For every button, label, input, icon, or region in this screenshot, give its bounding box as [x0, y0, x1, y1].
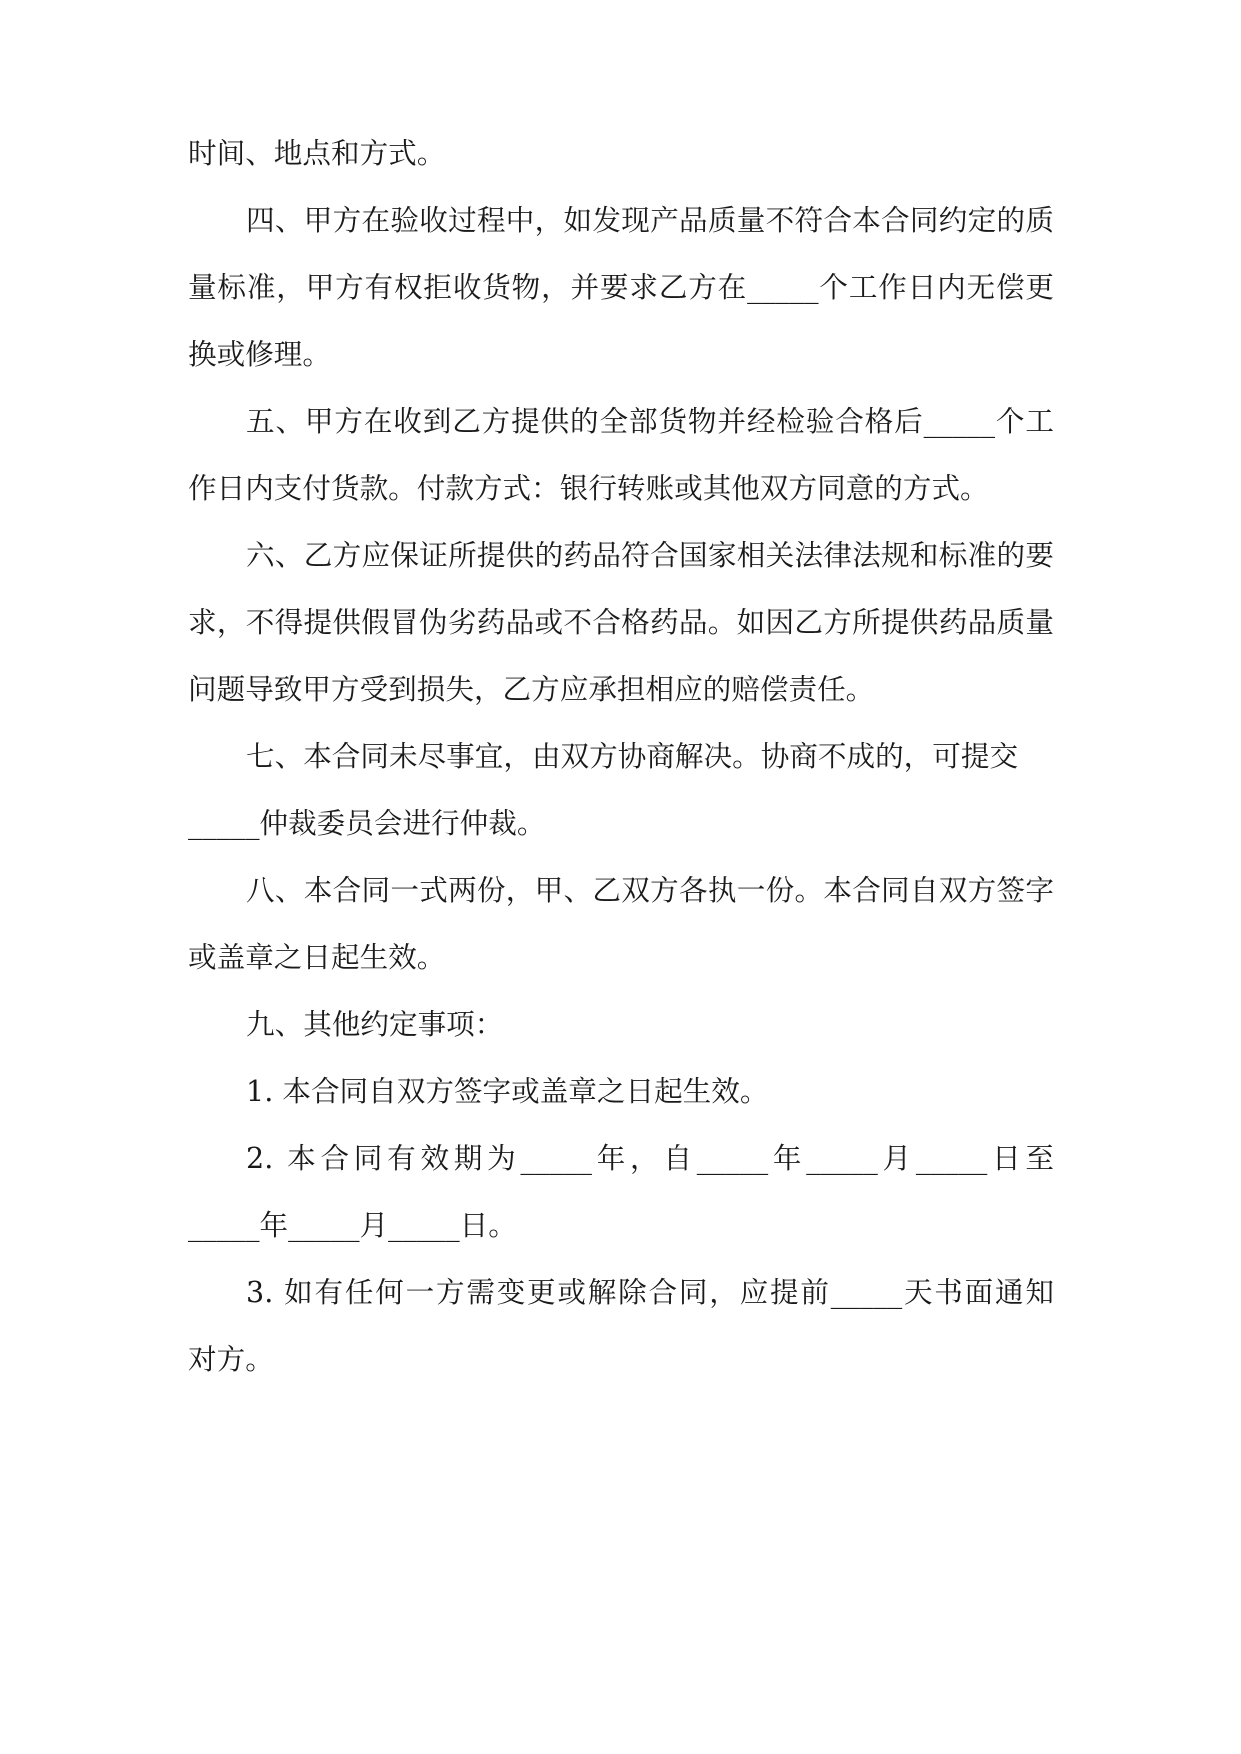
- clause-4-line-2: 量标准，甲方有权拒收货物，并要求乙方在_____个工作日内无偿更: [188, 270, 1054, 304]
- item-2-line-1: 2. 本合同有效期为_____年，自_____年_____月_____日至: [246, 1141, 1054, 1175]
- document-page: [188, 0, 1054, 1754]
- item-3-line-1: 3. 如有任何一方需变更或解除合同，应提前_____天书面通知: [246, 1275, 1054, 1309]
- item-2-line-2: _____年_____月_____日。: [188, 1208, 517, 1242]
- clause-4-line-1: 四、甲方在验收过程中，如发现产品质量不符合本合同约定的质: [246, 203, 1054, 237]
- clause-6-line-3: 问题导致甲方受到损失，乙方应承担相应的赔偿责任。: [188, 672, 875, 706]
- clause-5-line-1: 五、甲方在收到乙方提供的全部货物并经检验合格后_____个工: [246, 404, 1054, 438]
- clause-8-line-1: 八、本合同一式两份，甲、乙双方各执一份。本合同自双方签字: [246, 873, 1054, 907]
- text-line: 时间、地点和方式。: [188, 136, 446, 170]
- clause-9-heading: 九、其他约定事项：: [246, 1007, 504, 1041]
- clause-8-line-2: 或盖章之日起生效。: [188, 940, 446, 974]
- item-1-line: 1. 本合同自双方签字或盖章之日起生效。: [246, 1074, 769, 1108]
- clause-6-line-1: 六、乙方应保证所提供的药品符合国家相关法律法规和标准的要: [246, 538, 1054, 572]
- item-3-line-2: 对方。: [188, 1342, 274, 1376]
- clause-7-line-2: _____仲裁委员会进行仲裁。: [188, 806, 546, 840]
- clause-6-line-2: 求，不得提供假冒伪劣药品或不合格药品。如因乙方所提供药品质量: [188, 605, 1054, 639]
- clause-5-line-2: 作日内支付货款。付款方式：银行转账或其他双方同意的方式。: [188, 471, 989, 505]
- clause-7-line-1: 七、本合同未尽事宜，由双方协商解决。协商不成的，可提交: [246, 739, 1019, 773]
- clause-4-line-3: 换或修理。: [188, 337, 331, 371]
